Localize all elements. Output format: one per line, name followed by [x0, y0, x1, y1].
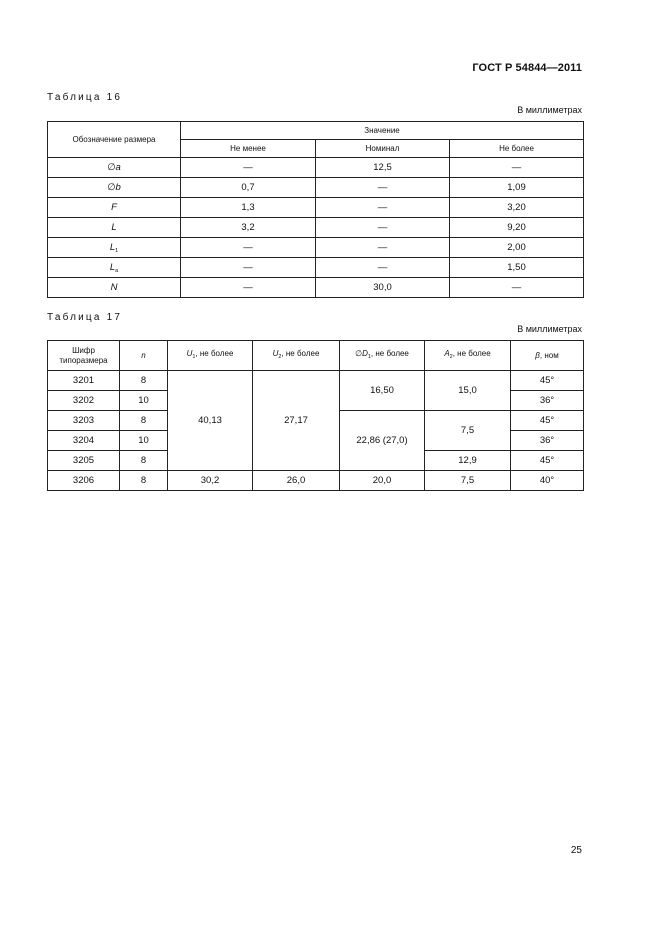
- n-cell: 10: [120, 391, 168, 411]
- code-cell: 3205: [48, 451, 120, 471]
- designation-cell: ∅b: [48, 178, 181, 198]
- nominal-cell: —: [316, 258, 450, 278]
- designation-cell: N: [48, 278, 181, 298]
- nominal-cell: 12,5: [316, 158, 450, 178]
- nominal-cell: —: [316, 198, 450, 218]
- beta-cell: 45°: [511, 371, 584, 391]
- min-cell: 3,2: [181, 218, 316, 238]
- table-row: [48, 278, 584, 298]
- min-cell: 0,7: [181, 178, 316, 198]
- n-cell: 8: [120, 411, 168, 431]
- designation-cell: L: [48, 218, 181, 238]
- d1-cell: 22,86 (27,0): [340, 411, 425, 471]
- table-17: [47, 340, 584, 491]
- u2-merged-cell: 27,17: [253, 371, 340, 471]
- d1-cell: 20,0: [340, 471, 425, 491]
- a2-cell: 7,5: [425, 471, 511, 491]
- d1-cell: 16,50: [340, 371, 425, 411]
- table17-caption: Таблица 17: [47, 312, 123, 323]
- page-number: 25: [570, 845, 582, 856]
- table-row: [48, 258, 584, 278]
- code-cell: 3206: [48, 471, 120, 491]
- n-cell: 8: [120, 371, 168, 391]
- max-cell: 1,09: [450, 178, 584, 198]
- header-nominal: Номинал: [316, 140, 450, 158]
- standard-header: ГОСТ Р 54844—2011: [472, 62, 582, 74]
- header-n: n: [120, 341, 168, 371]
- header-designation: Обозначение размера: [48, 122, 181, 158]
- header-d1: $\emptyset D_1$, не более: [340, 341, 425, 371]
- table17-unit: В миллиметрах: [517, 324, 582, 334]
- min-cell: —: [181, 158, 316, 178]
- u1-merged-cell: 40,13: [168, 371, 253, 471]
- table-row: [48, 218, 584, 238]
- a2-cell: 15,0: [425, 371, 511, 411]
- max-cell: —: [450, 278, 584, 298]
- n-cell: 8: [120, 471, 168, 491]
- nominal-cell: 30,0: [316, 278, 450, 298]
- max-cell: 2,00: [450, 238, 584, 258]
- nominal-cell: —: [316, 238, 450, 258]
- beta-cell: 36°: [511, 391, 584, 411]
- code-cell: 3203: [48, 411, 120, 431]
- n-cell: 10: [120, 431, 168, 451]
- table-16: [47, 121, 584, 298]
- u2-cell: 26,0: [253, 471, 340, 491]
- min-cell: 1,3: [181, 198, 316, 218]
- code-cell: 3201: [48, 371, 120, 391]
- min-cell: —: [181, 258, 316, 278]
- designation-cell: F: [48, 198, 181, 218]
- u1-cell: 30,2: [168, 471, 253, 491]
- designation-cell: ∅a: [48, 158, 181, 178]
- beta-cell: 40°: [511, 471, 584, 491]
- table16-caption: Таблица 16: [47, 92, 123, 103]
- code-cell: 3202: [48, 391, 120, 411]
- beta-cell: 45°: [511, 411, 584, 431]
- header-code: Шифр типоразмера: [48, 341, 120, 371]
- table-row: [48, 238, 584, 258]
- header-u1: $U_1$, не более: [168, 341, 253, 371]
- beta-cell: 36°: [511, 431, 584, 451]
- a2-cell: 12,9: [425, 451, 511, 471]
- designation-cell: $L_a$: [48, 258, 181, 278]
- table-row: [48, 158, 584, 178]
- header-max: Не более: [450, 140, 584, 158]
- table-row: [48, 198, 584, 218]
- header-value: Значение: [181, 122, 584, 140]
- max-cell: 9,20: [450, 218, 584, 238]
- designation-cell: $L_1$: [48, 238, 181, 258]
- table-row: [48, 178, 584, 198]
- max-cell: 1,50: [450, 258, 584, 278]
- code-cell: 3204: [48, 431, 120, 451]
- header-u2: $U_2$, не более: [253, 341, 340, 371]
- n-cell: 8: [120, 451, 168, 471]
- header-a2: $A_2$, не более: [425, 341, 511, 371]
- a2-cell: 7,5: [425, 411, 511, 451]
- beta-cell: 45°: [511, 451, 584, 471]
- table16-unit: В миллиметрах: [517, 105, 582, 115]
- nominal-cell: —: [316, 218, 450, 238]
- header-min: Не менее: [181, 140, 316, 158]
- header-beta: β, ном: [511, 341, 584, 371]
- max-cell: 3,20: [450, 198, 584, 218]
- min-cell: —: [181, 238, 316, 258]
- max-cell: —: [450, 158, 584, 178]
- min-cell: —: [181, 278, 316, 298]
- nominal-cell: —: [316, 178, 450, 198]
